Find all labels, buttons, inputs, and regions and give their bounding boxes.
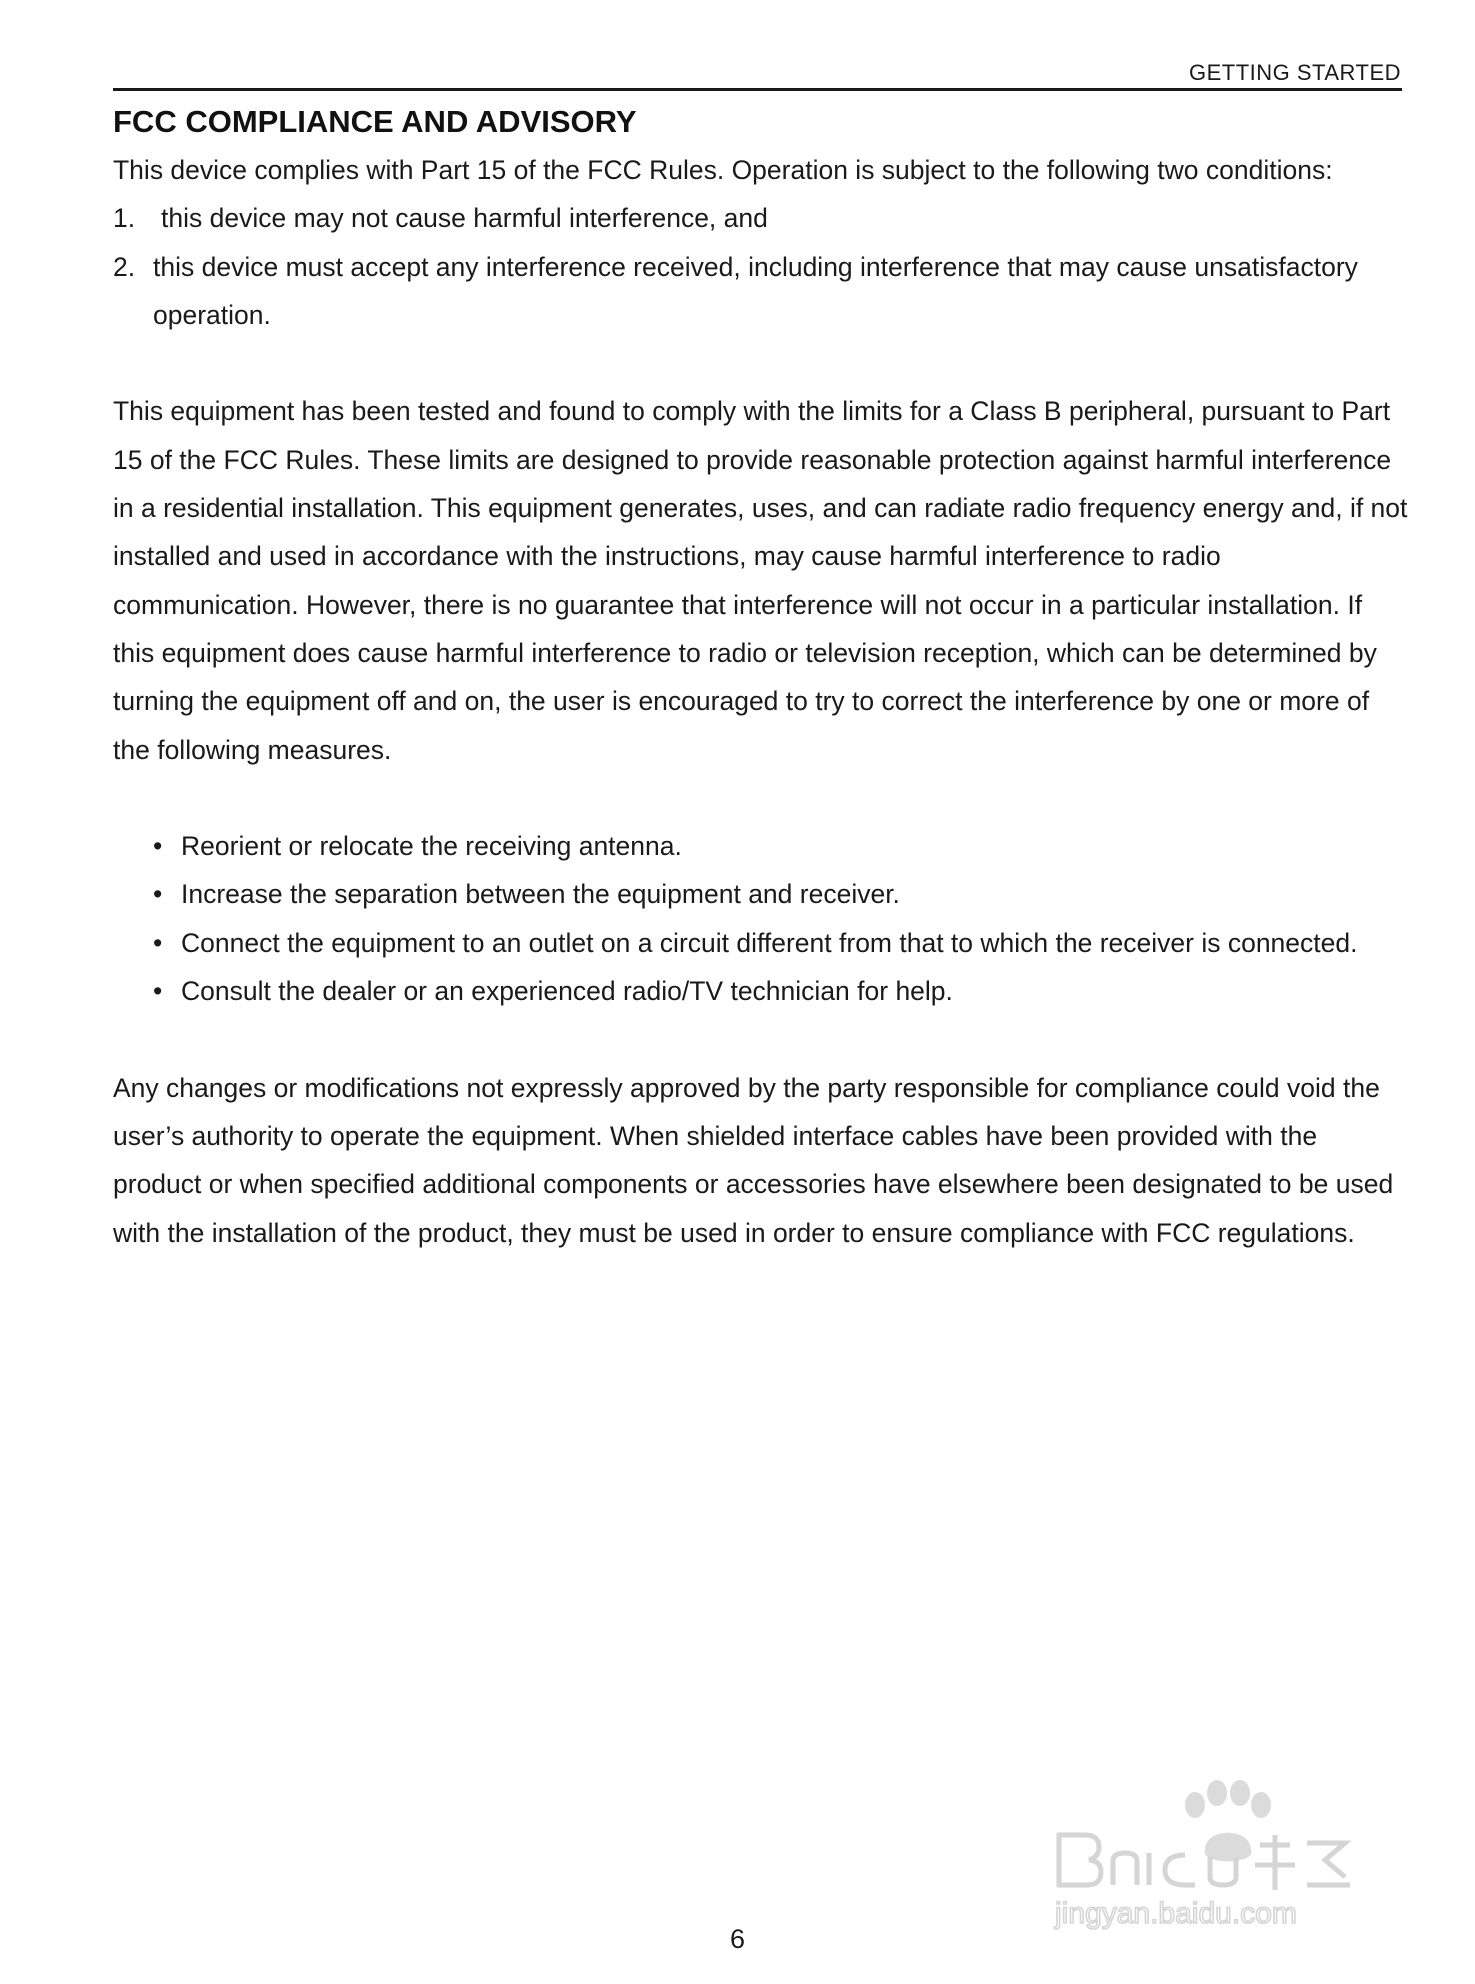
- paragraph-gap: [113, 1015, 1408, 1063]
- bullet-icon: •: [153, 976, 163, 1007]
- measure-text: Connect the equipment to an outlet on a circuit different from that to which the receiver is connected.: [181, 927, 1358, 958]
- measure-item: [113, 822, 1408, 870]
- running-header: GETTING STARTED: [1188, 60, 1401, 85]
- condition-text: this device may not cause harmful interference, and: [161, 203, 768, 234]
- watermark-url: jingyan.baidu.com: [1055, 1897, 1297, 1930]
- measure-item: [113, 967, 1408, 1015]
- measure-item: [113, 919, 1408, 967]
- condition-item: [113, 243, 1408, 340]
- conditions-list: [113, 194, 1408, 339]
- paragraph-gap: [113, 339, 1408, 387]
- brand-lettering-icon: [1059, 1835, 1350, 1890]
- paw-icon: [1185, 1780, 1271, 1861]
- page-content: [113, 98, 1408, 1257]
- testing-paragraph: This equipment has been tested and found to comply with the limits for a Class B peripheral, pursuant to Part 15 of the FCC Rules. These limits are designed to provide reasonable protection against harmful interference in a residential installation. This equipment generates, uses, and can radiate radio frequency energy and, if not installed and used in accordance with the instructions, may cause harmful interference to radio communication. However, there is no guarantee that interference will not occur in a particular installation. If this equipment does cause harmful interference to radio or television reception, which can be determined by turning the equipment off and on, the user is encouraged to try to correct the interference by one or more of the following measures.: [113, 396, 1408, 765]
- bullet-icon: •: [153, 879, 163, 910]
- measure-text: Increase the separation between the equipment and receiver.: [181, 879, 900, 910]
- baidu-jingyan-watermark: [1045, 1765, 1395, 1935]
- page-number: 6: [729, 1924, 746, 1954]
- bullet-icon: •: [153, 927, 163, 958]
- measure-item: [113, 870, 1408, 918]
- condition-number: 1.: [113, 203, 136, 234]
- condition-text: this device must accept any interference received, including interference that may cause unsatisfactory operation.: [153, 251, 1358, 330]
- measures-list: [113, 822, 1408, 1015]
- measure-text: Consult the dealer or an experienced radio/TV technician for help.: [181, 976, 953, 1007]
- intro-paragraph: This device complies with Part 15 of the FCC Rules. Operation is subject to the following two conditions:: [113, 155, 1333, 185]
- paragraph-gap: [113, 774, 1408, 822]
- watermark-logo-icon: [1045, 1765, 1395, 1935]
- header-rule: [113, 88, 1402, 91]
- bullet-icon: •: [153, 831, 163, 862]
- measure-text: Reorient or relocate the receiving antenna.: [181, 831, 682, 862]
- changes-paragraph: Any changes or modifications not expressly approved by the party responsible for compliance could void the user’s authority to operate the equipment. When shielded interface cables have been provided with the product or when specified additional components or accessories have elsewhere been designated to be used with the installation of the product, they must be used in order to ensure compliance with FCC regulations.: [113, 1072, 1394, 1248]
- condition-number: 2.: [113, 251, 136, 282]
- section-title: FCC COMPLIANCE AND ADVISORY: [113, 104, 637, 139]
- condition-item: [113, 194, 1408, 242]
